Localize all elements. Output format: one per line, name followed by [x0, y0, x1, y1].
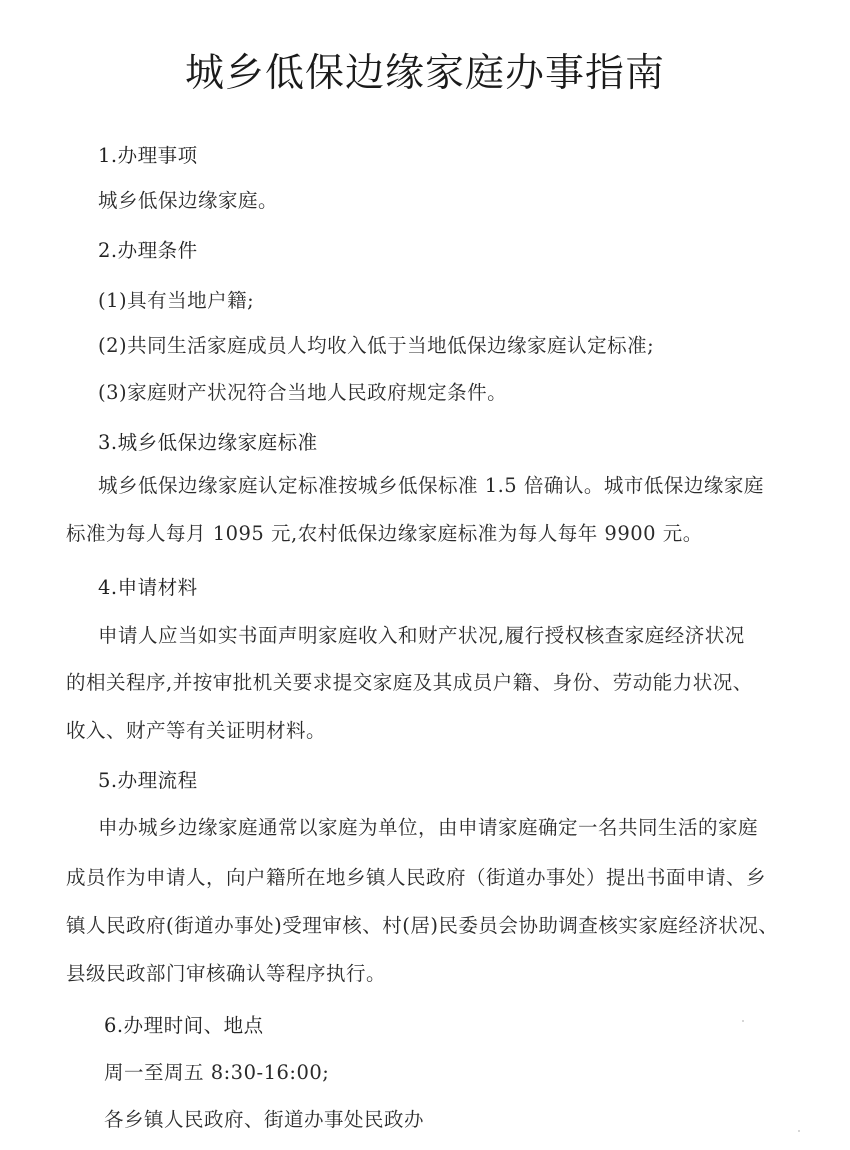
section-heading: 1.办理事项 [98, 144, 198, 167]
body-line: 申请人应当如实书面声明家庭收入和财产状况,履行授权核查家庭经济状况 [98, 624, 745, 647]
body-line: 申办城乡边缘家庭通常以家庭为单位，由申请家庭确定一名共同生活的家庭 [98, 816, 759, 839]
scan-speck [798, 1130, 800, 1132]
body-line: 县级民政部门审核确认等程序执行。 [66, 962, 387, 985]
page-title: 城乡低保边缘家庭办事指南 [184, 51, 665, 96]
body-line: 周一至周五 8:30-16:00; [104, 1061, 330, 1084]
body-line: 标准为每人每月 1095 元,农村低保边缘家庭标准为每人每年 9900 元。 [66, 522, 703, 545]
section-heading: 5.办理流程 [98, 769, 198, 792]
body-line: 城乡低保边缘家庭。 [98, 189, 279, 212]
body-line: 镇人民政府(街道办事处)受理审核、村(居)民委员会协助调查核实家庭经济状况、 [66, 914, 779, 937]
body-line: 成员作为申请人，向户籍所在地乡镇人民政府（街道办事处）提出书面申请、乡 [66, 866, 767, 889]
body-line: (2)共同生活家庭成员人均收入低于当地低保边缘家庭认定标准; [98, 334, 655, 357]
body-line: (1)具有当地户籍; [98, 289, 255, 312]
body-line: 城乡低保边缘家庭认定标准按城乡低保标准 1.5 倍确认。城市低保边缘家庭 [98, 474, 764, 497]
body-line: 各乡镇人民政府、街道办事处民政办 [104, 1108, 425, 1131]
section-heading: 2.办理条件 [98, 239, 198, 262]
scan-speck [742, 1020, 744, 1022]
section-heading: 3.城乡低保边缘家庭标准 [98, 431, 318, 454]
section-heading: 4.申请材料 [98, 576, 198, 599]
section-heading: 6.办理时间、地点 [104, 1014, 264, 1037]
body-line: 的相关程序,并按审批机关要求提交家庭及其成员户籍、身份、劳动能力状况、 [66, 671, 753, 694]
body-line: (3)家庭财产状况符合当地人民政府规定条件。 [98, 381, 508, 404]
body-line: 收入、财产等有关证明材料。 [66, 719, 327, 742]
